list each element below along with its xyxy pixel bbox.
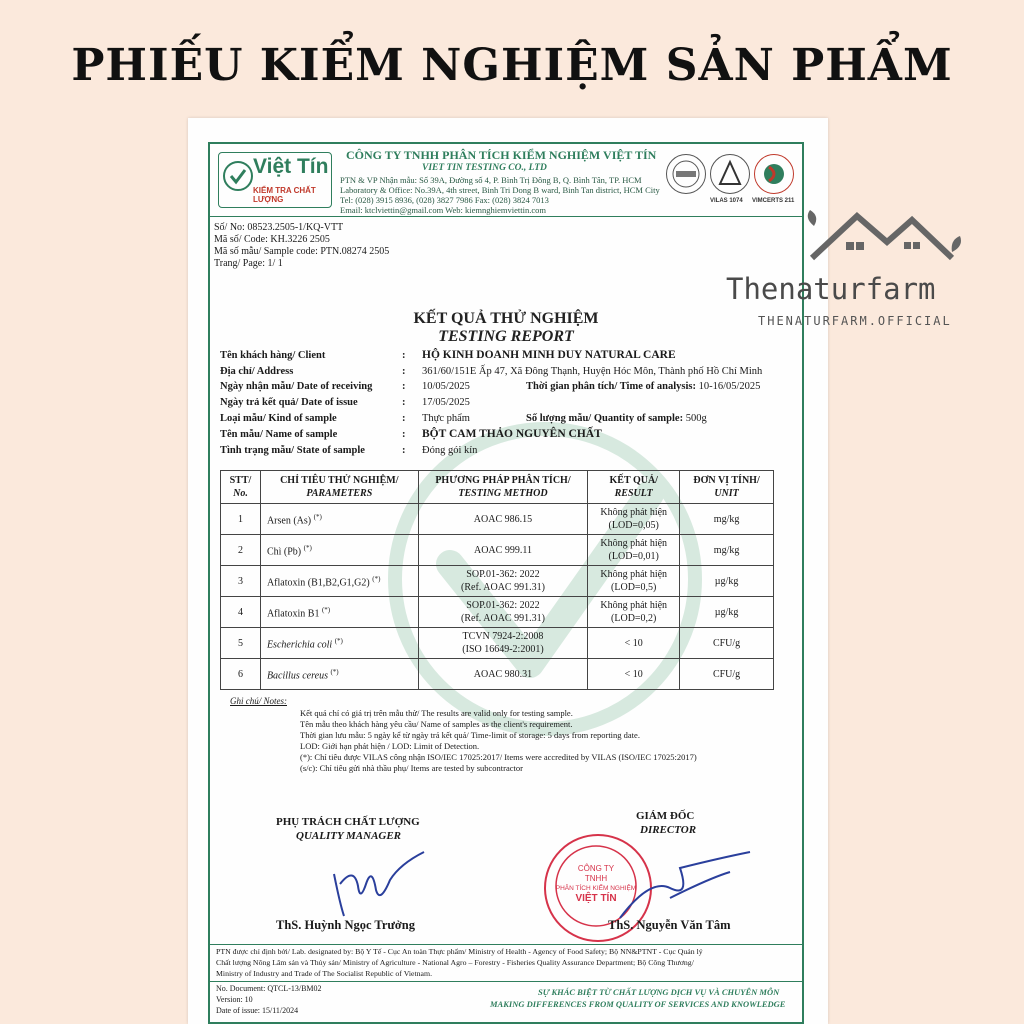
footer-line1: PTN được chỉ định bởi/ Lab. designated by: Bộ Y Tế - Cục An toàn Thực phẩm/ Ministry of Health - Agency of Food Safety; Bộ NN&PTNT - Cục Quản lý <box>216 947 703 956</box>
row-method <box>418 659 588 690</box>
company-email: Email: ktclviettin@gmail.com Web: kiemnghiemviettin.com <box>340 205 546 215</box>
quality-manager-signature <box>320 844 430 924</box>
stamp-line2: TNHH <box>584 874 608 883</box>
company-address-vi: PTN & VP Nhận mẫu: Số 39A, Đường số 4, P. Bình Trị Đông B, Q. Bình Tân, TP. HCM <box>340 175 642 185</box>
sample-name-value: BỘT CAM THẢO NGUYÊN CHẤT <box>422 428 602 440</box>
method-line2: (ISO 16649-2:2001) <box>462 644 544 655</box>
accredited-mark: (*) <box>321 605 331 614</box>
row-no: 1 <box>221 504 261 535</box>
table-row <box>221 597 774 628</box>
header-unit <box>680 471 774 504</box>
header-result <box>588 471 680 504</box>
thenaturfarm-name: Thenaturfarm <box>726 272 936 306</box>
quality-manager-title-en: QUALITY MANAGER <box>296 830 402 842</box>
thenaturfarm-handle: THENATURFARM.OFFICIAL <box>758 314 952 328</box>
kind-value: Thực phẩm <box>422 413 470 424</box>
header-param-vi: CHỈ TIÊU THỬ NGHIỆM/ <box>280 475 399 486</box>
accredited-mark: (*) <box>303 543 312 552</box>
table-row <box>221 535 774 566</box>
page-number: Trang/ Page: 1/ 1 <box>214 258 283 269</box>
company-logo <box>218 152 332 208</box>
colon: : <box>402 413 406 424</box>
slogan-en: MAKING DIFFERENCES FROM QUALITY OF SERVICES AND KNOWLEDGE <box>490 999 786 1009</box>
row-result <box>588 597 680 628</box>
footer-line3: Ministry of Industry and Trade of The Socialist Republic of Vietnam. <box>216 969 433 978</box>
colon: : <box>402 445 406 456</box>
report-number: Số/ No: 08523.2505-1/KQ-VTT <box>214 222 344 233</box>
director-signature <box>610 848 760 928</box>
company-phone: Tel: (028) 3915 8936, (028) 3827 7986 Fax: (028) 3824 7013 <box>340 195 549 205</box>
document-version: Version: 10 <box>216 995 253 1004</box>
result-line1: < 10 <box>624 668 643 680</box>
table-row <box>221 659 774 690</box>
row-param <box>260 566 418 597</box>
method-line1: SOP.01-362: 2022 <box>466 600 540 611</box>
colon: : <box>402 397 406 408</box>
vilas-label: VILAS 1074 <box>710 198 743 204</box>
row-param <box>260 628 418 659</box>
director-name: ThS. Nguyễn Văn Tâm <box>608 918 731 932</box>
result-line1: Không phát hiện <box>600 538 668 549</box>
result-line2: (LOD=0,2) <box>611 613 657 624</box>
certification-logos <box>662 152 802 212</box>
sample-code: Mã số mẫu/ Sample code: PTN.08274 2505 <box>214 246 390 257</box>
param-text: Bacillus cereus <box>266 670 328 682</box>
slogan-vi: SỰ KHÁC BIỆT TỪ CHẤT LƯỢNG DỊCH VỤ VÀ CHUYÊN MÔN <box>538 987 780 997</box>
row-method <box>418 535 588 566</box>
address-label: Địa chỉ/ Address <box>220 366 294 377</box>
accredited-mark: (*) <box>313 512 322 521</box>
row-result <box>588 659 680 690</box>
name-label: Tên mẫu/ Name of sample <box>220 429 338 440</box>
header-unit-vi: ĐƠN VỊ TÍNH/ <box>693 475 760 486</box>
row-no: 3 <box>221 566 261 597</box>
header-no <box>221 471 261 504</box>
table-row <box>221 566 774 597</box>
logo-slogan: KIỂM TRA CHẤT LƯỢNG <box>253 186 316 204</box>
header-param <box>260 471 418 504</box>
client-value: HỘ KINH DOANH MINH DUY NATURAL CARE <box>422 349 676 361</box>
report-title-vi: KẾT QUẢ THỬ NGHIỆM <box>413 310 599 327</box>
table-row <box>221 628 774 659</box>
row-result <box>588 628 680 659</box>
company-name-en: VIET TIN TESTING CO., LTD <box>422 163 547 173</box>
results-table <box>220 470 774 690</box>
table-header-row <box>221 471 774 504</box>
method-line1: AOAC 980.31 <box>473 668 533 680</box>
header-unit-en: UNIT <box>714 488 739 499</box>
row-param <box>260 504 418 535</box>
client-label: Tên khách hàng/ Client <box>220 350 326 361</box>
vimcerts-label: VIMCERTS 211 <box>752 198 795 204</box>
ilac-mra-icon <box>666 154 706 194</box>
method-line1: TCVN 7924-2:2008 <box>462 631 544 642</box>
row-method <box>418 597 588 628</box>
client-code: Mã số/ Code: KH.3226 2505 <box>214 234 330 245</box>
note-4: LOD: Giới hạn phát hiện / LOD: Limit of Detection. <box>300 741 480 751</box>
document-number: No. Document: QTCL-13/BM02 <box>216 984 322 993</box>
report-title-en: TESTING REPORT <box>438 328 574 345</box>
thenaturfarm-brand <box>724 206 1020 336</box>
param-text: Chì (Pb) <box>266 546 302 558</box>
row-unit: CFU/g <box>680 628 774 659</box>
method-line1: AOAC 999.11 <box>473 544 532 556</box>
method-line1: AOAC 986.15 <box>473 513 533 525</box>
address-value: 361/60/151E Ấp 47, Xã Đông Thạnh, Huyện Hóc Môn, Thành phố Hồ Chí Minh <box>422 366 763 377</box>
state-value: Đóng gói kín <box>422 445 478 456</box>
colon: : <box>402 366 406 377</box>
param-text: Aflatoxin B1 <box>266 608 320 620</box>
header-method-en: TESTING METHOD <box>458 488 548 499</box>
director-title: GIÁM ĐỐC <box>636 810 695 822</box>
designation-footer <box>210 944 802 982</box>
result-line1: Không phát hiện <box>600 507 668 518</box>
header-result-vi: KẾT QUẢ/ <box>609 475 658 486</box>
accredited-mark: (*) <box>372 574 381 583</box>
row-method <box>418 504 588 535</box>
kind-label: Loại mẫu/ Kind of sample <box>220 413 337 424</box>
header-method <box>418 471 588 504</box>
colon: : <box>402 350 406 361</box>
issue-value: 17/05/2025 <box>422 397 470 408</box>
row-unit: CFU/g <box>680 659 774 690</box>
result-line2: (LOD=0,01) <box>608 551 659 562</box>
note-6: (s/c): Chỉ tiêu gửi nhà thầu phụ/ Items are tested by subcontractor <box>300 763 523 773</box>
row-no: 2 <box>221 535 261 566</box>
result-line2: (LOD=0,05) <box>608 520 659 531</box>
row-unit: mg/kg <box>680 504 774 535</box>
receiving-value: 10/05/2025 <box>422 381 470 392</box>
quantity-value: 500g <box>685 413 707 424</box>
method-line2: (Ref. AOAC 991.31) <box>461 613 545 624</box>
row-unit: µg/kg <box>680 566 774 597</box>
row-no: 4 <box>221 597 261 628</box>
table-row <box>221 504 774 535</box>
report-frame <box>208 142 804 1024</box>
quantity-label <box>526 413 707 424</box>
notes-title: Ghi chú/ Notes: <box>230 696 287 706</box>
header-result-en: RESULT <box>614 488 653 499</box>
logo-check-icon <box>223 161 253 191</box>
vimcerts-icon <box>754 154 794 194</box>
company-header <box>210 144 802 217</box>
accredited-mark: (*) <box>330 667 339 676</box>
receiving-label: Ngày nhận mẫu/ Date of receiving <box>220 381 373 392</box>
company-name-vi: CÔNG TY TNHH PHÂN TÍCH KIỂM NGHIỆM VIỆT TÍN <box>346 148 657 162</box>
logo-brand-text: Việt Tín <box>253 155 329 178</box>
result-line1: < 10 <box>624 637 643 649</box>
stamp-line1: CÔNG TY <box>577 864 615 873</box>
document-date: Date of issue: 15/11/2024 <box>216 1006 299 1015</box>
analysis-label-text: Thời gian phân tích/ Time of analysis: <box>526 381 696 392</box>
analysis-label <box>526 381 760 392</box>
header-method-vi: PHƯƠNG PHÁP PHÂN TÍCH/ <box>435 475 571 486</box>
footer-line2: Chất lượng Nông Lâm sản và Thủy sản/ Ministry of Agriculture - National Agro – Forestry - Fisheries Quality Assurance Department; Bộ Công Thương/ <box>216 958 694 967</box>
param-text: Aflatoxin (B1,B2,G1,G2) <box>266 577 370 589</box>
header-no-en: No. <box>233 488 248 499</box>
row-result <box>588 566 680 597</box>
note-2: Tên mẫu theo khách hàng yêu cầu/ Name of samples as the client's requirement. <box>300 719 573 729</box>
stamp-line4: VIỆT TÍN <box>575 893 617 904</box>
analysis-value: 10-16/05/2025 <box>698 381 761 392</box>
method-line2: (Ref. AOAC 991.31) <box>461 582 545 593</box>
row-result <box>588 504 680 535</box>
param-text: Arsen (As) <box>266 515 312 527</box>
row-param <box>260 597 418 628</box>
header-no-vi: STT/ <box>229 475 252 486</box>
quality-manager-title: PHỤ TRÁCH CHẤT LƯỢNG <box>276 816 420 828</box>
quantity-label-text: Số lượng mẫu/ Quantity of sample: <box>526 413 684 424</box>
row-unit: µg/kg <box>680 597 774 628</box>
row-method <box>418 628 588 659</box>
issue-label: Ngày trả kết quả/ Date of issue <box>220 397 358 408</box>
director-title-en: DIRECTOR <box>640 824 697 836</box>
colon: : <box>402 381 406 392</box>
row-param <box>260 659 418 690</box>
house-roof-icon <box>802 206 962 266</box>
row-param <box>260 535 418 566</box>
row-method <box>418 566 588 597</box>
vilas-icon <box>710 154 750 194</box>
stamp-line3: PHÂN TÍCH KIỂM NGHIỆM <box>555 885 637 892</box>
method-line1: SOP.01-362: 2022 <box>466 569 540 580</box>
state-label: Tình trạng mẫu/ State of sample <box>220 445 365 456</box>
accredited-mark: (*) <box>334 636 343 645</box>
company-address-en: Laboratory & Office: No.39A, 4th street, Binh Tri Dong B ward, Binh Tan district, HCM City <box>340 185 660 195</box>
row-unit: mg/kg <box>680 535 774 566</box>
result-line1: Không phát hiện <box>600 600 668 611</box>
row-no: 5 <box>221 628 261 659</box>
colon: : <box>402 429 406 440</box>
result-line2: (LOD=0,5) <box>611 582 657 593</box>
page-headline: PHIẾU KIỂM NGHIỆM SẢN PHẨM <box>71 40 953 91</box>
note-5: (*): Chỉ tiêu được VILAS công nhận ISO/IEC 17025:2017/ Items were accredited by VILAS (ISO/IEC 17025:2017) <box>300 752 697 762</box>
row-no: 6 <box>221 659 261 690</box>
header-param-en: PARAMETERS <box>306 488 373 499</box>
param-text: Escherichia coli <box>266 639 333 651</box>
note-1: Kết quả chỉ có giá trị trên mẫu thử/ The results are valid only for testing sample. <box>300 708 573 718</box>
quality-manager-name: ThS. Huỳnh Ngọc Trưởng <box>276 918 416 932</box>
note-3: Thời gian lưu mẫu: 5 ngày kể từ ngày trả kết quả/ Time-limit of storage: 5 days from reporting date. <box>300 730 640 740</box>
result-line1: Không phát hiện <box>600 569 668 580</box>
row-result <box>588 535 680 566</box>
